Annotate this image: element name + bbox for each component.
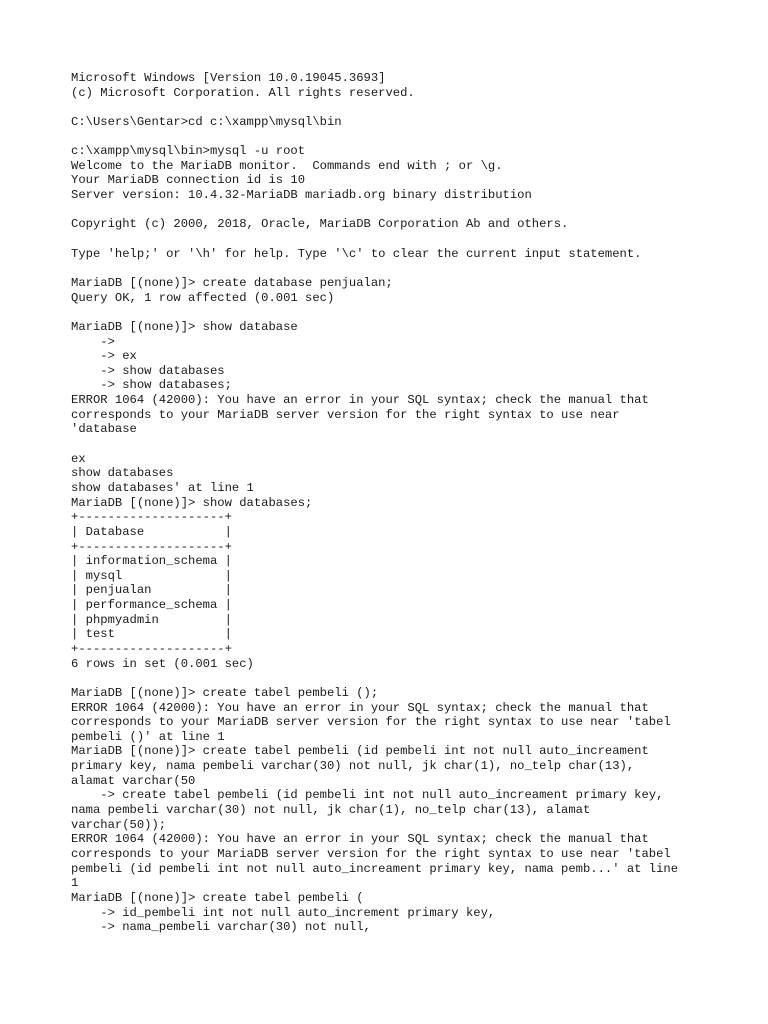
terminal-line: -> id_pembeli int not null auto_increment primary key, (71, 905, 496, 920)
terminal-line: varchar(50)); (71, 817, 167, 832)
terminal-line: pembeli (id pembeli int not null auto_increament primary key, nama pemb...' at line (71, 861, 679, 876)
terminal-line: MariaDB [(none)]> create database penjualan; (71, 275, 393, 290)
terminal-line: | Database | (71, 524, 232, 539)
terminal-line: -> nama_pembeli varchar(30) not null, (71, 920, 371, 935)
terminal-line: Type 'help;' or '\h' for help. Type '\c' to clear the current input statement. (71, 246, 642, 261)
terminal-line: +--------------------+ (71, 539, 232, 554)
terminal-line: ERROR 1064 (42000): You have an error in your SQL syntax; check the manual that (71, 700, 649, 715)
terminal-line: ERROR 1064 (42000): You have an error in your SQL syntax; check the manual that (71, 393, 649, 408)
terminal-line: show databases (71, 466, 174, 481)
terminal-line (71, 232, 751, 247)
terminal-line: -> create tabel pembeli (id pembeli int not null auto_increament primary key, (71, 788, 664, 803)
terminal-line: -> (71, 334, 115, 349)
terminal-output (71, 71, 751, 935)
terminal-line: 6 rows in set (0.001 sec) (71, 656, 254, 671)
terminal-line: MariaDB [(none)]> show databases; (71, 495, 313, 510)
terminal-line: ex (71, 451, 86, 466)
terminal-line: alamat varchar(50 (71, 773, 196, 788)
terminal-line: +--------------------+ (71, 641, 232, 656)
terminal-line: 1 (71, 876, 79, 891)
terminal-line (71, 671, 751, 686)
terminal-line (71, 261, 751, 276)
terminal-line: corresponds to your MariaDB server version for the right syntax to use near 'tabel (71, 846, 671, 861)
terminal-line: show databases' at line 1 (71, 480, 254, 495)
terminal-line: -> ex (71, 349, 137, 364)
terminal-line: MariaDB [(none)]> show database (71, 319, 298, 334)
terminal-line: MariaDB [(none)]> create tabel pembeli (); (71, 685, 379, 700)
terminal-line: Microsoft Windows [Version 10.0.19045.3693] (71, 71, 386, 85)
terminal-line: pembeli ()' at line 1 (71, 729, 225, 744)
terminal-line: +--------------------+ (71, 510, 232, 525)
terminal-line: | test | (71, 627, 232, 642)
terminal-line: (c) Microsoft Corporation. All rights reserved. (71, 85, 415, 100)
terminal-line: 'database (71, 422, 137, 437)
terminal-line: Your MariaDB connection id is 10 (71, 173, 306, 188)
terminal-line: Query OK, 1 row affected (0.001 sec) (71, 290, 335, 305)
terminal-line: | penjualan | (71, 583, 232, 598)
terminal-line: | information_schema | (71, 554, 232, 569)
terminal-line: c:\xampp\mysql\bin>mysql -u root (71, 144, 306, 159)
terminal-line (71, 203, 751, 218)
terminal-line: corresponds to your MariaDB server version for the right syntax to use near (71, 407, 620, 422)
terminal-line: MariaDB [(none)]> create tabel pembeli ( (71, 890, 364, 905)
terminal-line: Server version: 10.4.32-MariaDB mariadb.org binary distribution (71, 188, 532, 203)
terminal-line: C:\Users\Gentar>cd c:\xampp\mysql\bin (71, 114, 342, 129)
terminal-line (71, 437, 751, 452)
terminal-line: -> show databases (71, 363, 225, 378)
terminal-line: Copyright (c) 2000, 2018, Oracle, MariaDB Corporation Ab and others. (71, 217, 569, 232)
terminal-line (71, 130, 751, 145)
terminal-line: ERROR 1064 (42000): You have an error in your SQL syntax; check the manual that (71, 832, 649, 847)
terminal-line: | mysql | (71, 568, 232, 583)
terminal-line: corresponds to your MariaDB server version for the right syntax to use near 'tabel (71, 715, 671, 730)
terminal-line: MariaDB [(none)]> create tabel pembeli (id pembeli int not null auto_increament (71, 744, 649, 759)
terminal-line: primary key, nama pembeli varchar(30) not null, jk char(1), no_telp char(13), (71, 759, 635, 774)
terminal-line: | performance_schema | (71, 598, 232, 613)
terminal-line: -> show databases; (71, 378, 232, 393)
terminal-line (71, 305, 751, 320)
terminal-line: nama pembeli varchar(30) not null, jk char(1), no_telp char(13), alamat (71, 803, 591, 818)
terminal-line: Welcome to the MariaDB monitor. Commands end with ; or \g. (71, 158, 503, 173)
terminal-line (71, 100, 751, 115)
terminal-line: | phpmyadmin | (71, 612, 232, 627)
